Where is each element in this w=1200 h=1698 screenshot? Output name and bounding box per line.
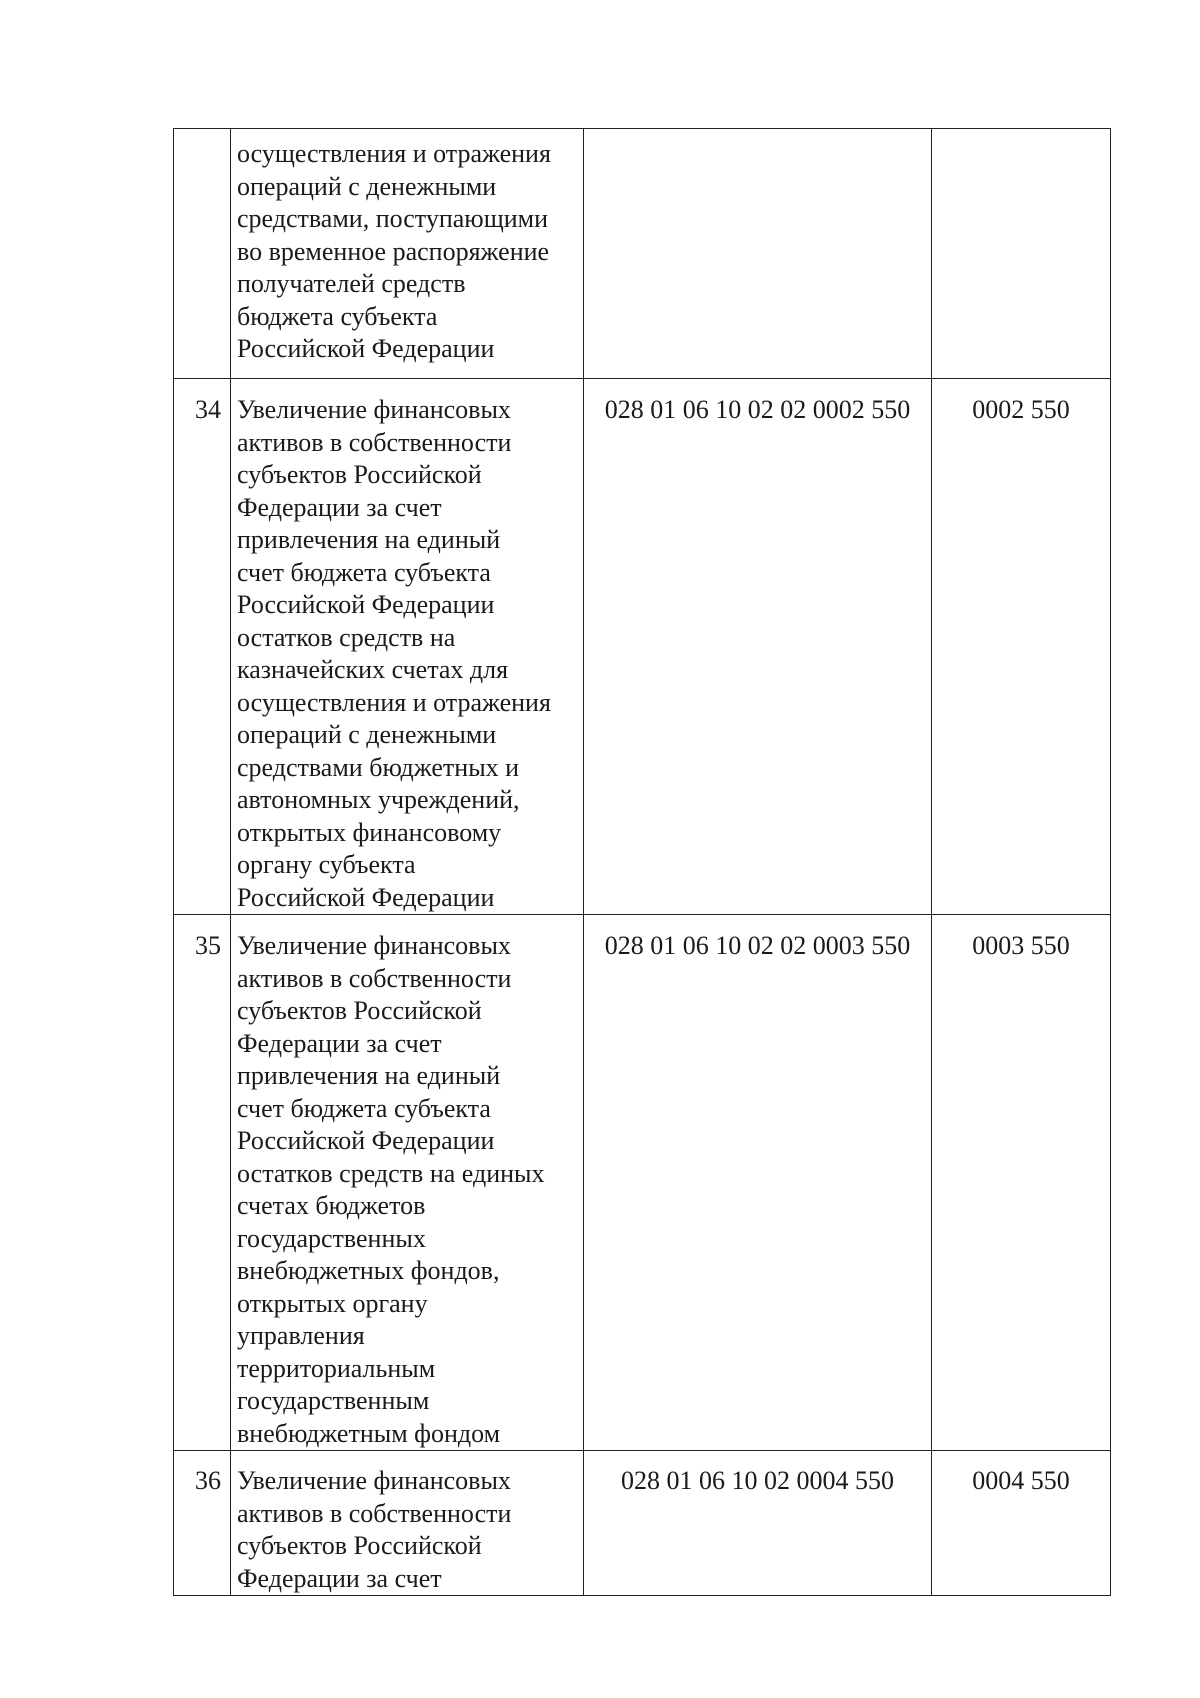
row-short-code-cell: 0004 550: [932, 1451, 1111, 1596]
name-line: Увеличение финансовых: [237, 1466, 511, 1495]
name-line: внебюджетных фондов,: [237, 1256, 500, 1285]
name-line: Увеличение финансовых: [237, 395, 511, 424]
row-number-cell: [174, 129, 231, 379]
name-line: Увеличение финансовых: [237, 931, 511, 960]
name-line: Российской Федерации: [237, 1126, 495, 1155]
name-line: открытых органу: [237, 1288, 428, 1318]
name-line: управления: [237, 1321, 365, 1350]
row-short-code-cell: 0003 550: [932, 915, 1111, 1451]
row-number-cell: 36: [174, 1451, 231, 1596]
name-line: получателей средств: [237, 269, 466, 298]
name-line: операций с денежными: [237, 171, 497, 201]
name-line: государственным: [237, 1386, 430, 1415]
name-line: бюджета субъекта: [237, 301, 438, 331]
name-line: внебюджетным фондом: [237, 1418, 501, 1448]
name-line: остатков средств на единых: [237, 1158, 545, 1188]
name-line: счет бюджета субъекта: [237, 1093, 491, 1123]
row-name-cell: [231, 915, 584, 1451]
name-line: государственных: [237, 1223, 426, 1253]
name-line: Федерации за счет: [237, 1028, 442, 1058]
name-line: счетах бюджетов: [237, 1191, 426, 1220]
row-name-cell: [231, 379, 584, 915]
name-line: Федерации за счет: [237, 492, 442, 522]
name-line: субъектов Российской: [237, 1531, 482, 1560]
table-row: [174, 129, 1111, 379]
name-line: субъектов Российской: [237, 460, 482, 489]
name-line: открытых финансовому: [237, 817, 502, 847]
row-name-cell: [231, 1451, 584, 1596]
name-line: средствами бюджетных и: [237, 752, 520, 782]
table-row: [174, 379, 1111, 915]
name-line: активов в собственности: [237, 963, 512, 993]
name-line: Российской Федерации: [237, 590, 495, 619]
row-code-cell: 028 01 06 10 02 02 0002 550: [584, 379, 932, 915]
name-line: средствами, поступающими: [237, 204, 549, 233]
row-name-cell: [231, 129, 584, 379]
row-short-code-cell: [932, 129, 1111, 379]
name-line: счет бюджета субъекта: [237, 557, 491, 587]
name-line: активов в собственности: [237, 427, 512, 457]
name-line: Российской Федерации: [237, 334, 495, 363]
budget-codes-table: [173, 128, 1111, 1596]
name-line: осуществления и отражения: [237, 687, 551, 717]
row-code-cell: 028 01 06 10 02 0004 550: [584, 1451, 932, 1596]
table-row: [174, 1451, 1111, 1596]
name-line: Федерации за счет: [237, 1563, 442, 1593]
name-line: субъектов Российской: [237, 996, 482, 1025]
name-line: привлечения на единый: [237, 1061, 501, 1090]
row-code-cell: 028 01 06 10 02 02 0003 550: [584, 915, 932, 1451]
name-line: казначейских счетах для: [237, 655, 509, 684]
row-code-cell: [584, 129, 932, 379]
row-short-code-cell: 0002 550: [932, 379, 1111, 915]
name-line: осуществления и отражения: [237, 139, 551, 168]
name-line: во временное распоряжение: [237, 236, 550, 266]
name-line: операций с денежными: [237, 720, 497, 749]
name-line: остатков средств на: [237, 622, 456, 652]
name-line: автономных учреждений,: [237, 785, 520, 814]
table-row: [174, 915, 1111, 1451]
name-line: органу субъекта: [237, 850, 416, 879]
name-line: привлечения на единый: [237, 525, 501, 554]
row-number-cell: 35: [174, 915, 231, 1451]
row-number-cell: 34: [174, 379, 231, 915]
name-line: территориальным: [237, 1353, 436, 1383]
name-line: активов в собственности: [237, 1498, 512, 1528]
name-line: Российской Федерации: [237, 882, 495, 912]
